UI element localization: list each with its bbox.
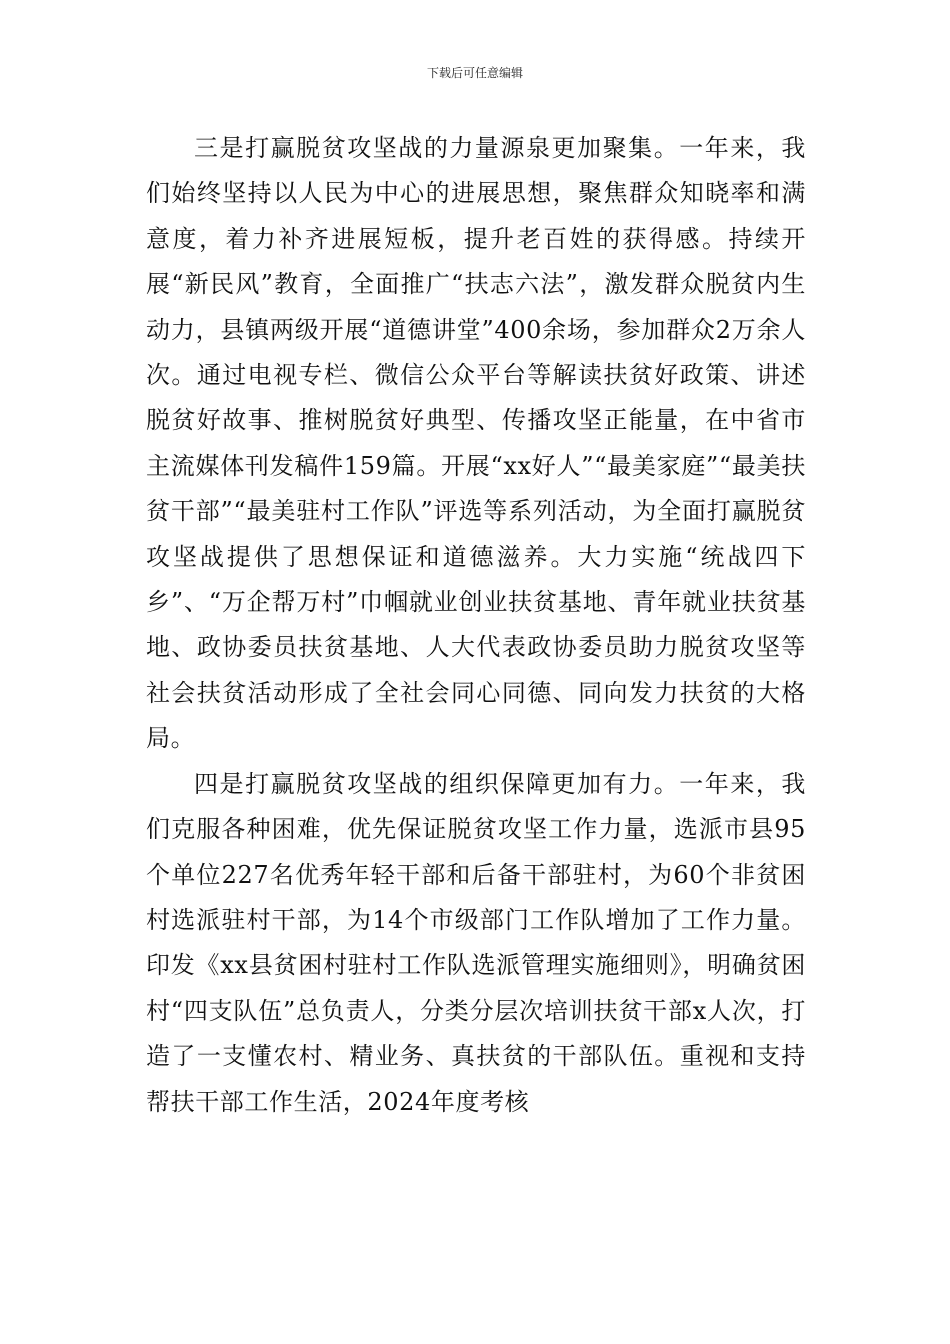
paragraph-poverty-force: 三是打赢脱贫攻坚战的力量源泉更加聚集。一年来，我们始终坚持以人民为中心的进展思想，聚焦群众知晓率和满意度，着力补齐进展短板，提升老百姓的获得感。持续开展“新民风”教育，全面推广“扶志六法”，激发群众脱贫内生动力，县镇两级开展“道德讲堂”400余场，参加群众2万余人次。通过电视专栏、微信公众平台等解读扶贫好政策、讲述脱贫好故事、推树脱贫好典型、传播攻坚正能量，在中省市主流媒体刊发稿件159篇。开展“xx好人”“最美家庭”“最美扶贫干部”“最美驻村工作队”评选等系列活动，为全面打赢脱贫攻坚战提供了思想保证和道德滋养。大力实施“统战四下乡”、“万企帮万村”巾帼就业创业扶贫基地、青年就业扶贫基地、政协委员扶贫基地、人大代表政协委员助力脱贫攻坚等社会扶贫活动形成了全社会同心同德、同向发力扶贫的大格局。 [146,134,806,753]
paragraph-organization-guarantee: 四是打赢脱贫攻坚战的组织保障更加有力。一年来，我们克服各种困难，优先保证脱贫攻坚工作力量，选派市县95个单位227名优秀年轻干部和后备干部驻村，为60个非贫困村选派驻村干部，为14个市级部门工作队增加了工作力量。印发《xx县贫困村驻村工作队选派管理实施细则》，明确贫困村“四支队伍”总负责人，分类分层次培训扶贫干部x人次，打造了一支懂农村、精业务、真扶贫的干部队伍。重视和支持帮扶干部工作生活，2024年度考核 [146,769,806,1116]
document-body [146,126,806,1125]
page-header: 下载后可任意编辑 [426,66,523,80]
